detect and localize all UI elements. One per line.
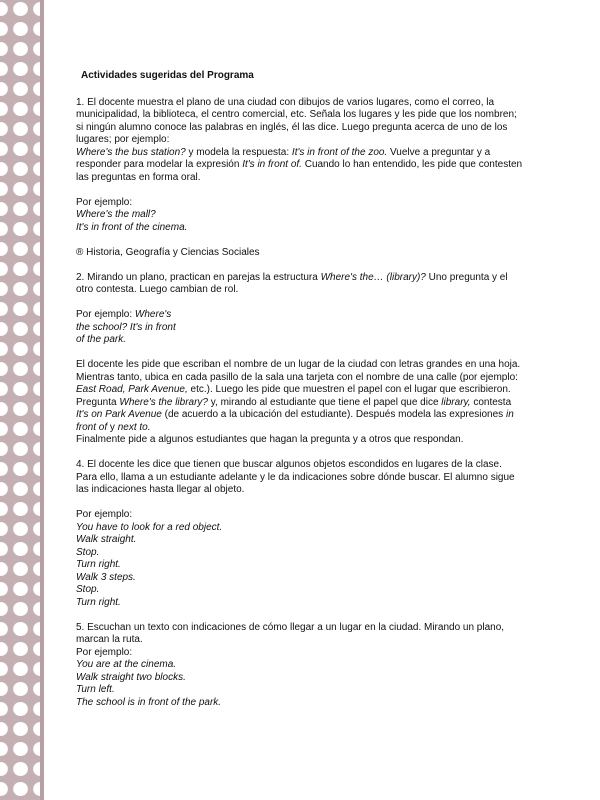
example-4-line: Walk straight. [76, 534, 137, 545]
activity-1-text-3: Vuelve a preguntar y a responder para modelar la expresión [76, 146, 491, 170]
example-4-line: You have to look for a red object. [76, 521, 223, 533]
activity-3-text: El docente les pide que escriban el nombre de un lugar de la ciudad con letras grandes en una hoja. Mientras tanto, ubica en cada pasillo de la sala una tarjeta con el nombre de una calle (por ejemplo: [76, 359, 521, 383]
example-4-line: Stop. [76, 546, 100, 558]
example-5-label: Por ejemplo: [76, 646, 133, 658]
activity-1-example-question: Where's the bus station? [76, 146, 186, 158]
example-4-line: Turn right. [76, 559, 121, 570]
example-1-label: Por ejemplo: [76, 196, 133, 208]
activity-5: 5. Escuchan un texto con indicaciones de cómo llegar a un lugar en la ciudad. Mirando un plano, marcan la ruta. [76, 621, 505, 645]
example-2-line: the school? It's in front [76, 321, 176, 333]
activity-4: 4. El docente les dice que tienen que buscar algunos objetos escondidos en lugares de la clase. Para ello, llama a un estudiante adelante y le da indicaciones sobre dónde buscar. El alumno sigue las indicaciones hasta llegar al objeto. [76, 459, 515, 495]
activity-3-closing: Finalmente pide a algunos estudiantes que hagan la pregunta y a otros que respondan. [76, 434, 464, 445]
activity-3-word: library, [441, 396, 471, 408]
activity-2-structure: Where's the… (library)? [320, 271, 426, 283]
example-5-line: Turn left. [76, 684, 115, 695]
activity-3-text-4: contesta [470, 396, 512, 408]
activity-3-street-names: East Road, Park Avenue, [76, 384, 188, 395]
example-2-line: of the park. [76, 334, 127, 345]
example-5-line: Walk straight two blocks. [76, 671, 186, 683]
activity-3-question: Where's the library? [119, 396, 208, 408]
example-2 [76, 309, 524, 347]
example-1 [76, 197, 524, 235]
activity-2-text-2: Uno pregunta y el otro contesta. Luego cambian de rol. [76, 271, 508, 295]
activity-1-expression: It's in front of. [242, 159, 302, 170]
activity-3 [76, 359, 524, 447]
activity-1-text: 1. El docente muestra el plano de una ciudad con dibujos de varios lugares, como el correo, la municipalidad, la biblioteca, el centro comercial, etc. Señala los lugares y les pide que los nombren; si ningún alumno conoce las palabras en inglés, él las dice. Luego pregunta acerca de uno de los lugares; por ejemplo: [76, 96, 517, 145]
example-5-line: The school is in front of the park. [76, 696, 222, 708]
activity-1-text-4: Cuando lo han entendido, les pide que contesten las preguntas en forma oral. [76, 159, 523, 183]
activity-2 [76, 272, 524, 297]
decorative-side-strip [0, 0, 44, 800]
activity-3-expression-1: in front of [76, 409, 514, 433]
activity-2-text: 2. Mirando un plano, practican en parejas la estructura [76, 271, 321, 283]
document-body [76, 70, 524, 722]
activity-1 [76, 97, 524, 185]
example-2-label: Por ejemplo: [76, 309, 135, 320]
example-1-line: It's in front of the cinema. [76, 221, 188, 233]
activity-3-text-3: y, mirando al estudiante que tiene el papel que dice [207, 396, 442, 408]
activity-1-text-2: y modela la respuesta: [185, 146, 292, 158]
activity-3-answer: It's on Park Avenue [76, 409, 162, 420]
example-4-line: Stop. [76, 584, 100, 595]
example-5-line: You are at the cinema. [76, 659, 177, 670]
page-title: Actividades sugeridas del Programa [81, 70, 254, 81]
activity-3-text-5: (de acuerdo a la ubicación del estudiante). Después modela las expresiones [161, 409, 506, 420]
example-2-line: Where's [134, 309, 172, 320]
activity-1-example-answer: It's in front of the zoo. [291, 146, 388, 158]
example-1-line: Where's the mall? [76, 209, 156, 220]
activity-3-expression-2: next to. [117, 421, 151, 433]
example-4 [76, 509, 524, 609]
example-4-line: Turn right. [76, 596, 121, 608]
example-4-label: Por ejemplo: [76, 509, 133, 520]
example-4-line: Walk 3 steps. [76, 571, 136, 583]
activity-3-text-2: etc.). Luego les pide que muestren el papel con el lugar que escribieron. Pregunta [76, 384, 511, 408]
activity-3-text-6: y [107, 421, 118, 433]
cross-curricular-link: ® Historia, Geografía y Ciencias Sociales [76, 246, 260, 258]
example-5 [76, 647, 524, 710]
